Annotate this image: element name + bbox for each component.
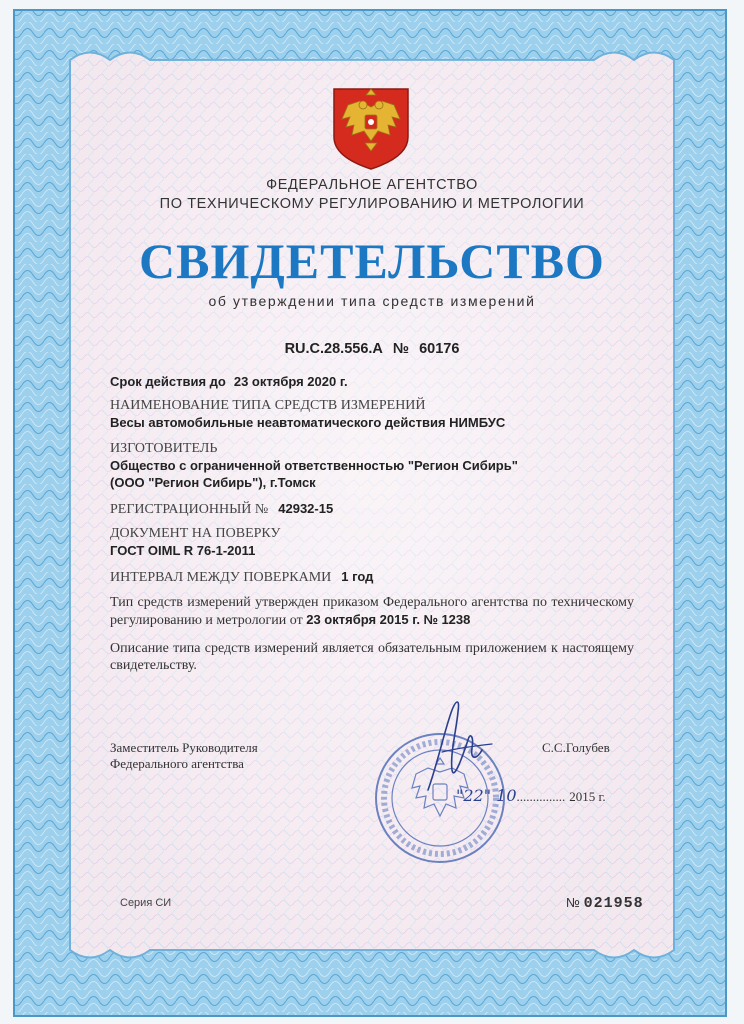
signature-date-row bbox=[456, 786, 606, 806]
signature-year: 2015 г. bbox=[569, 789, 606, 804]
date-dots: ............... bbox=[516, 789, 566, 804]
handwritten-date: "22" 10 bbox=[456, 786, 517, 805]
validity-row bbox=[110, 373, 348, 391]
order-date: 23 октября 2015 г. bbox=[306, 612, 420, 627]
interval-value: 1 год bbox=[341, 569, 374, 584]
order-paragraph bbox=[110, 594, 634, 629]
description-paragraph: Описание типа средств измерений является обязательным приложением к настоящему свидетельству. bbox=[110, 641, 634, 673]
registration-number-value: 60176 bbox=[419, 341, 460, 357]
manufacturer-line1: Общество с ограниченной ответственностью "Регион Сибирь" bbox=[110, 458, 518, 473]
order-number-sign: № bbox=[423, 612, 438, 627]
registration-number-sign: № bbox=[392, 341, 410, 357]
instrument-value: Весы автомобильные неавтоматического действия НИМБУС bbox=[110, 415, 506, 430]
serial-number-value: 021958 bbox=[583, 895, 644, 912]
coat-of-arms-icon bbox=[330, 85, 412, 171]
agency-name-line1: ФЕДЕРАЛЬНОЕ АГЕНТСТВО bbox=[266, 177, 478, 193]
signatory-position-line2: Федерального агентства bbox=[110, 756, 244, 771]
order-number: 1238 bbox=[441, 612, 471, 627]
verification-doc-label: ДОКУМЕНТ НА ПОВЕРКУ bbox=[110, 526, 281, 541]
agency-name-line2: ПО ТЕХНИЧЕСКОМУ РЕГУЛИРОВАНИЮ И МЕТРОЛОГИИ bbox=[159, 196, 585, 212]
manufacturer-line2: (ООО "Регион Сибирь"), г.Томск bbox=[110, 475, 316, 490]
serial-number bbox=[566, 895, 644, 912]
signatory-name: С.С.Голубев bbox=[542, 740, 610, 755]
signatory-position-line1: Заместитель Руководителя bbox=[110, 740, 258, 755]
reg-number-value: 42932-15 bbox=[278, 501, 334, 516]
registration-code: RU.C.28.556.A bbox=[284, 341, 383, 357]
interval-row bbox=[110, 568, 373, 586]
manufacturer-label: ИЗГОТОВИТЕЛЬ bbox=[110, 441, 218, 456]
certificate-subtitle: об утверждении типа средств измерений bbox=[208, 293, 536, 309]
serial-number-sign: № bbox=[566, 895, 580, 910]
reg-number-label: РЕГИСТРАЦИОННЫЙ № bbox=[110, 502, 269, 517]
verification-doc-value: ГОСТ OIML R 76-1-2011 bbox=[110, 543, 256, 558]
handwritten-signature-icon bbox=[408, 692, 508, 796]
validity-date: 23 октября 2020 г. bbox=[233, 374, 348, 389]
certificate-title: СВИДЕТЕЛЬСТВО bbox=[139, 233, 605, 289]
reg-number-row bbox=[110, 500, 333, 518]
registration-number bbox=[0, 341, 744, 357]
order-text: Тип средств измерений утвержден приказом Федерального агентства по техническому регулированию и метрологии от bbox=[110, 595, 634, 628]
series-label: Серия СИ bbox=[120, 897, 172, 909]
instrument-label: НАИМЕНОВАНИЕ ТИПА СРЕДСТВ ИЗМЕРЕНИЙ bbox=[110, 398, 426, 413]
validity-label: Срок действия до bbox=[110, 374, 226, 389]
interval-label: ИНТЕРВАЛ МЕЖДУ ПОВЕРКАМИ bbox=[110, 570, 332, 585]
